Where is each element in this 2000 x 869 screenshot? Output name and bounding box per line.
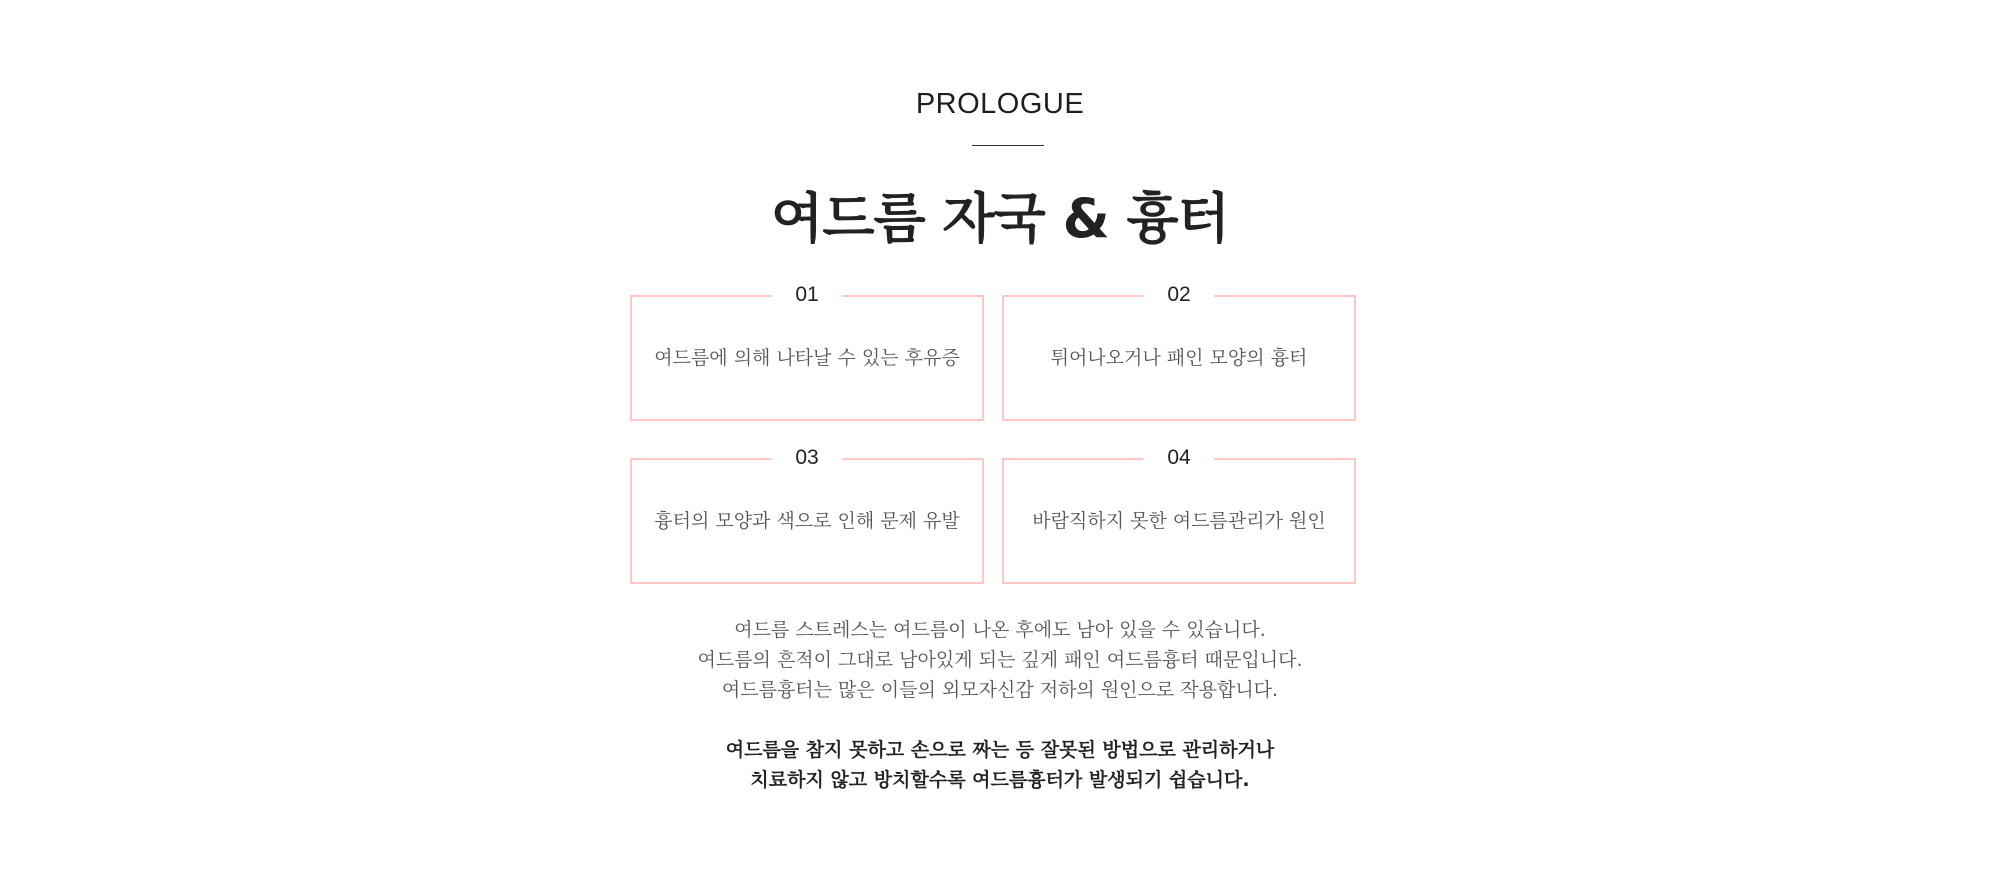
emphasis-line: 치료하지 않고 방치할수록 여드름흉터가 발생되기 쉽습니다. xyxy=(750,769,1250,791)
eyebrow-divider xyxy=(972,145,1044,146)
symptom-card-03 xyxy=(630,446,984,584)
description-line: 여드름 스트레스는 여드름이 나온 후에도 남아 있을 수 있습니다. xyxy=(734,619,1266,641)
emphasis-line: 여드름을 참지 못하고 손으로 짜는 등 잘못된 방법으로 관리하거나 xyxy=(725,739,1275,761)
symptom-card-04 xyxy=(1002,446,1356,584)
card-text: 튀어나오거나 패인 모양의 흉터 xyxy=(1050,347,1308,369)
emphasis-paragraph xyxy=(0,735,2000,795)
card-number: 03 xyxy=(771,444,842,472)
symptom-card-01 xyxy=(630,283,984,421)
description-paragraph xyxy=(0,615,2000,705)
section-eyebrow: PROLOGUE xyxy=(915,88,1085,120)
page-title: 여드름 자국 & 흉터 xyxy=(771,187,1229,250)
card-text: 흉터의 모양과 색으로 인해 문제 유발 xyxy=(654,510,960,532)
card-text: 여드름에 의해 나타날 수 있는 후유증 xyxy=(654,347,960,369)
card-text: 바람직하지 못한 여드름관리가 원인 xyxy=(1032,510,1326,532)
description-line: 여드름의 흔적이 그대로 남아있게 되는 깊게 패인 여드름흉터 때문입니다. xyxy=(697,649,1303,671)
description-line: 여드름흉터는 많은 이들의 외모자신감 저하의 원인으로 작용합니다. xyxy=(721,679,1279,701)
card-number: 01 xyxy=(771,281,842,309)
symptom-card-02 xyxy=(1002,283,1356,421)
card-number: 02 xyxy=(1143,281,1214,309)
card-number: 04 xyxy=(1143,444,1214,472)
